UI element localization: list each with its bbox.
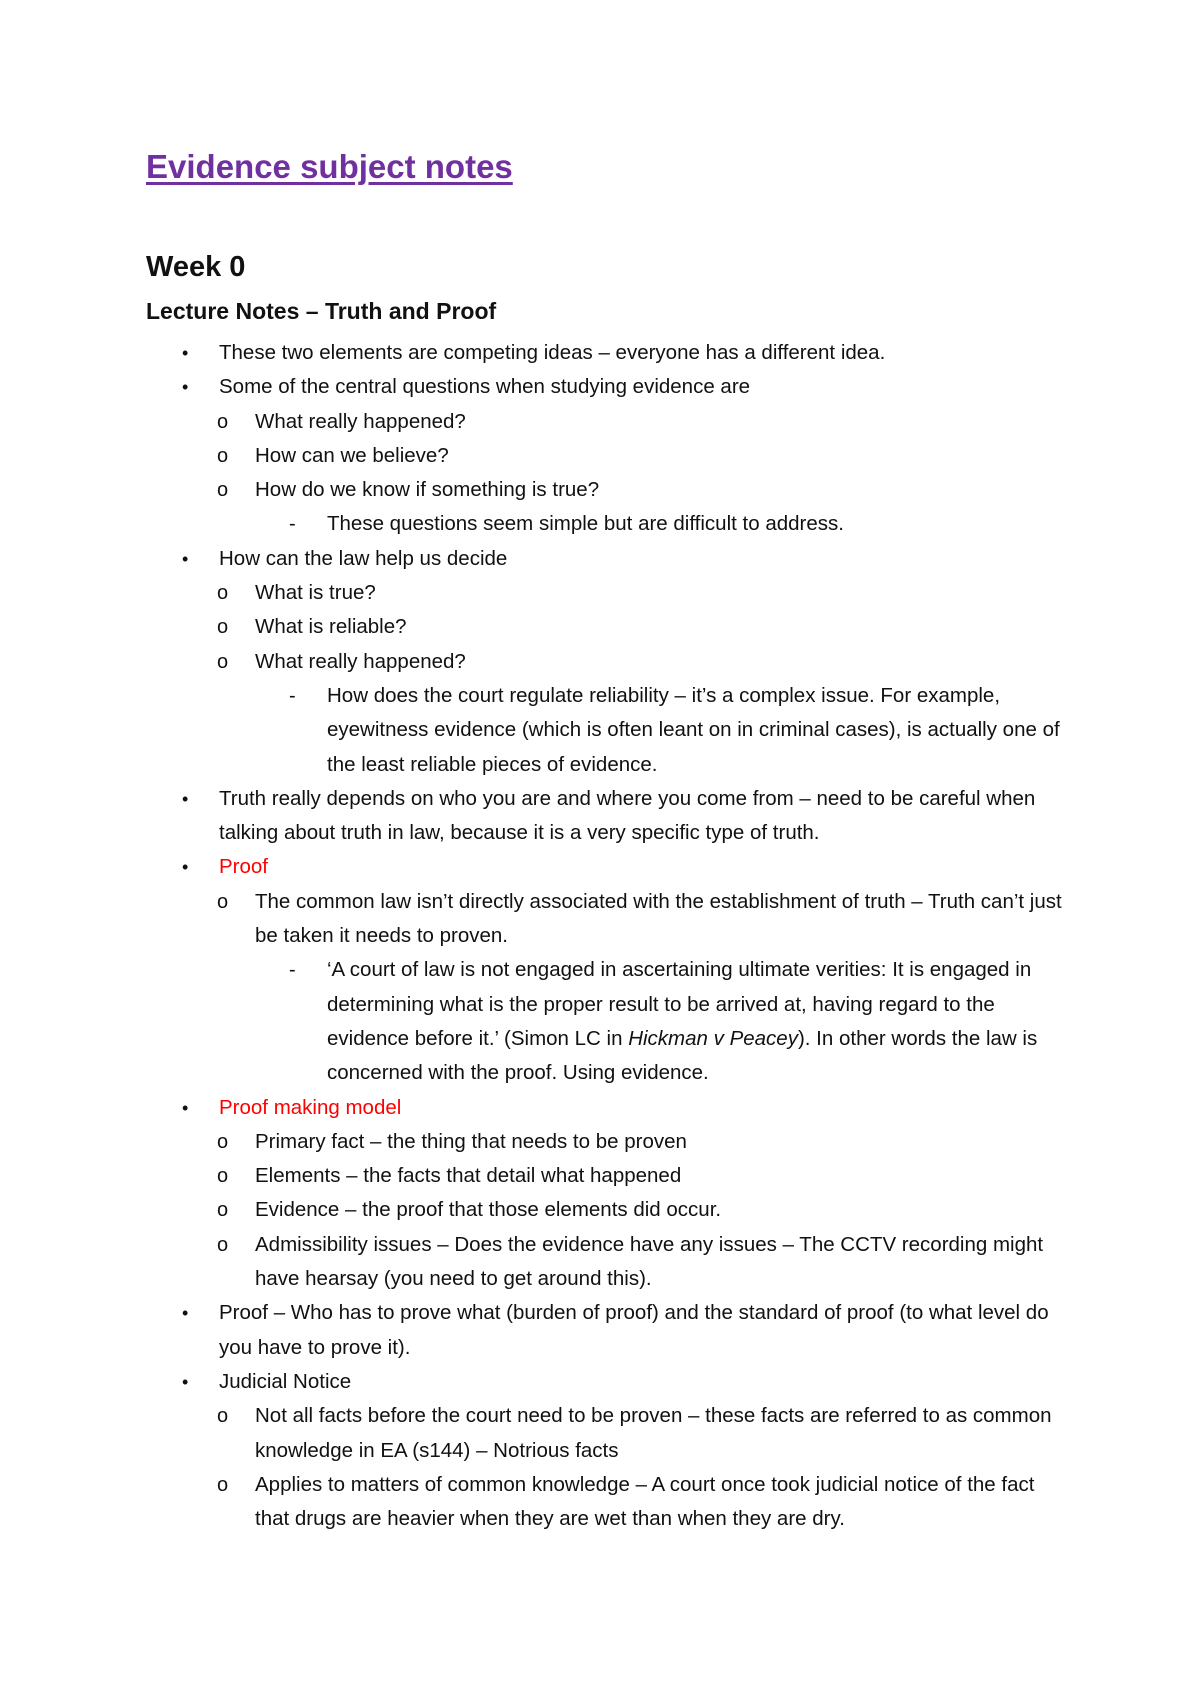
circle-marker: o <box>217 479 229 502</box>
bullet-marker: • <box>182 377 189 398</box>
list-item-text: Elements – the facts that detail what happened <box>255 1164 682 1188</box>
quote-text: ‘A court of law is not engaged in ascertaining ultimate verities: It is engaged in determining what is the proper result to be arrived at, having regard to the evidence before it.’ (Simon LC in <box>327 958 1032 1050</box>
circle-marker: o <box>217 444 229 467</box>
list-item-text: Admissibility issues – Does the evidence have any issues – The CCTV recording might have hearsay (you need to get around this). <box>255 1232 1044 1291</box>
bullet-marker: • <box>182 1303 189 1324</box>
circle-marker: o <box>217 890 229 913</box>
list-item <box>0 1399 1069 1468</box>
list-item-text: Primary fact – the thing that needs to be proven <box>255 1129 687 1153</box>
list-item <box>0 1091 1069 1125</box>
circle-marker: o <box>217 1199 229 1222</box>
list-item-text: What really happened? <box>255 649 466 673</box>
circle-marker: o <box>217 1165 229 1188</box>
notes-list <box>0 336 1200 1536</box>
circle-marker: o <box>217 582 229 605</box>
list-item <box>0 885 1069 954</box>
lecture-heading: Lecture Notes – Truth and Proof <box>146 298 497 324</box>
case-name: Hickman v Peacey <box>628 1026 798 1050</box>
circle-marker: o <box>217 1233 229 1256</box>
list-item <box>0 782 1069 851</box>
list-item <box>0 405 1069 439</box>
bullet-marker: • <box>182 1371 189 1392</box>
dash-marker: - <box>289 684 296 707</box>
list-item <box>0 953 1069 1090</box>
bullet-marker: • <box>182 548 189 569</box>
list-item-text: Truth really depends on who you are and where you come from – need to be careful when talking about truth in law, because it is a very specific type of truth. <box>219 786 1036 845</box>
proof-heading: Proof <box>219 855 268 879</box>
dash-marker: - <box>289 959 296 982</box>
list-item-text: Judicial Notice <box>219 1369 352 1393</box>
proof-making-model-heading: Proof making model <box>219 1095 402 1119</box>
list-item-text: These questions seem simple but are difficult to address. <box>327 512 844 536</box>
circle-marker: o <box>217 650 229 673</box>
list-item-text: How do we know if something is true? <box>255 478 600 502</box>
list-item <box>0 576 1069 610</box>
list-item <box>0 1193 1069 1227</box>
bullet-marker: • <box>182 343 189 363</box>
list-item <box>0 850 1069 884</box>
list-item-text: Evidence – the proof that those elements did occur. <box>255 1198 722 1222</box>
list-item <box>0 507 1069 541</box>
list-item-text: These two elements are competing ideas – everyone has a different idea. <box>219 341 886 364</box>
list-item-text: Proof – Who has to prove what (burden of proof) and the standard of proof (to what level do you have to prove it). <box>219 1301 1049 1359</box>
list-item-text: What really happened? <box>255 409 466 433</box>
list-item <box>0 473 1069 507</box>
list-item <box>0 1125 1069 1159</box>
list-item-text: How does the court regulate reliability – it’s a complex issue. For example, eyewitness evidence (which is often leant on in criminal cases), is actually one of the least reliable pieces of evidence. <box>327 683 1060 776</box>
list-item <box>0 542 1069 576</box>
bullet-marker: • <box>182 788 189 809</box>
bullet-marker: • <box>182 1097 189 1118</box>
circle-marker: o <box>217 1473 229 1496</box>
list-item <box>0 679 1069 782</box>
bullet-marker: • <box>182 857 189 878</box>
list-item-text: What is true? <box>255 581 376 605</box>
list-item-text: Not all facts before the court need to be proven – these facts are referred to as common knowledge in EA (s144) – Notrious facts <box>255 1404 1052 1462</box>
dash-marker: - <box>289 513 296 536</box>
list-item-text: The common law isn’t directly associated with the establishment of truth – Truth can’t just be taken it needs to proven. <box>255 889 1062 948</box>
list-item <box>0 1365 1069 1399</box>
list-item-text: What is reliable? <box>255 615 407 639</box>
document-title: Evidence subject notes <box>146 148 513 185</box>
quote-text-end: ). In other words the law is concerned with the proof. Using evidence. <box>327 1026 1038 1085</box>
list-item-text: How can we believe? <box>255 443 449 467</box>
circle-marker: o <box>217 1130 229 1153</box>
list-item <box>0 1468 1069 1537</box>
list-item <box>0 370 1069 404</box>
list-item <box>0 1296 1069 1365</box>
list-item <box>0 336 1069 370</box>
list-item <box>0 610 1069 644</box>
circle-marker: o <box>217 1405 229 1428</box>
list-item <box>0 439 1069 473</box>
list-item-text: How can the law help us decide <box>219 546 508 570</box>
list-item-text: Applies to matters of common knowledge – A court once took judicial notice of the fact that drugs are heavier when they are wet than when they are dry. <box>255 1472 1035 1531</box>
circle-marker: o <box>217 616 229 639</box>
list-item-text: Some of the central questions when studying evidence are <box>219 375 751 399</box>
list-item <box>0 1228 1069 1297</box>
list-item <box>0 645 1069 679</box>
circle-marker: o <box>217 410 229 433</box>
week-heading: Week 0 <box>146 251 246 283</box>
list-item <box>0 1159 1069 1193</box>
